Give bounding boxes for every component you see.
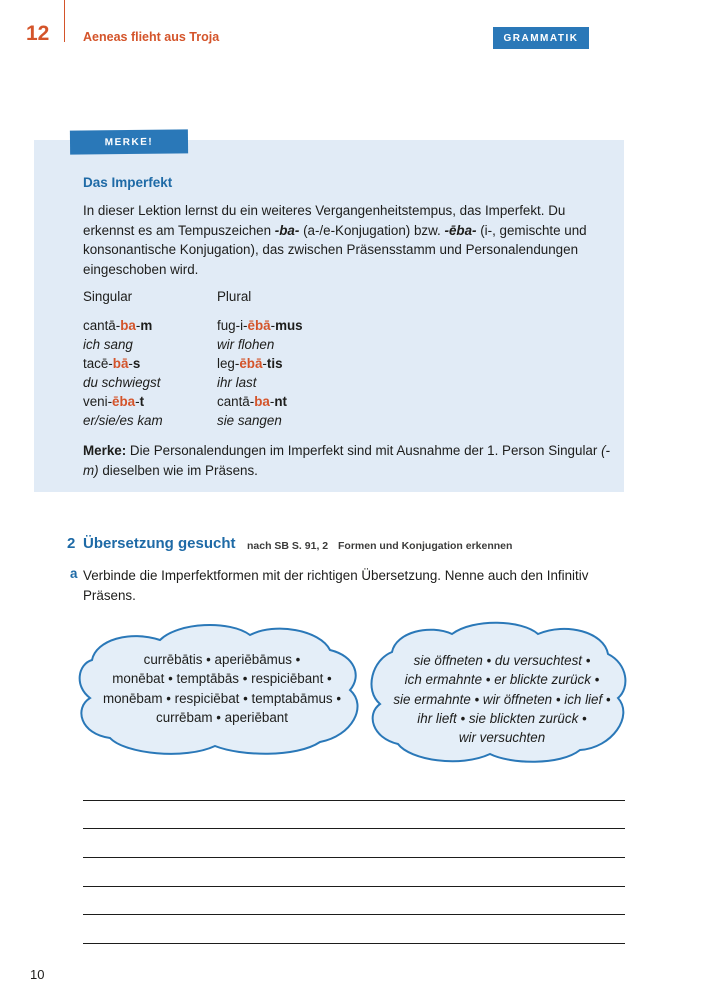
latin-cloud-line: monēbat • temptābās • respiciēbant •: [112, 671, 332, 687]
singular-form-3: veni-ēba-t: [83, 394, 145, 409]
german-cloud-line: ich ermahnte • er blickte zurück •: [404, 672, 600, 688]
merke-tab: MERKE!: [70, 129, 188, 154]
exercise-skill: Formen und Konjugation erkennen: [338, 540, 513, 552]
plural-translation-3: sie sangen: [217, 413, 282, 428]
plural-form-3: cantā-ba-nt: [217, 394, 287, 409]
german-translations-cloud: [378, 651, 626, 747]
german-cloud-line: sie öffneten • du versuchtest •: [413, 653, 591, 668]
answer-line[interactable]: [83, 800, 625, 801]
plural-form-1: fug-i-ēbā-mus: [217, 318, 303, 333]
answer-line[interactable]: [83, 828, 625, 829]
latin-cloud-line: currēbātis • aperiēbāmus •: [143, 652, 301, 667]
exercise-number: 2: [67, 535, 76, 552]
answer-line[interactable]: [83, 886, 625, 887]
german-cloud-line: ihr lieft • sie blickten zurück •: [417, 710, 587, 726]
plural-translation-1: wir flohen: [217, 337, 275, 352]
latin-cloud-line: monēbam • respiciēbat • temptabāmus •: [102, 690, 342, 706]
task-letter: a: [70, 566, 78, 581]
plural-form-2: leg-ēbā-tis: [217, 356, 283, 371]
section-tab-grammatik: GRAMMATIK: [493, 27, 589, 49]
answer-line[interactable]: [83, 943, 625, 944]
german-cloud-line: sie ermahnte • wir öffneten • ich lief •: [393, 691, 611, 707]
plural-translation-2: ihr last: [217, 375, 257, 390]
exercise-title: Übersetzung gesucht: [83, 535, 236, 552]
singular-form-1: cantā-ba-m: [83, 318, 153, 333]
singular-translation-3: er/sie/es kam: [83, 413, 163, 428]
german-cloud-line: wir versuchten: [458, 730, 546, 746]
merke-note: Merke: Die Personalendungen im Imperfekt sind mit Ausnahme der 1. Person Singular (-m) dieselben wie im Präsens.: [83, 443, 610, 478]
merke-intro: In dieser Lektion lernst du ein weiteres Vergangenheitstempus, das Imperfekt. Du erkennst es am Tempuszeichen -ba- (a-/e-Konjugation) bzw. -ēba- (i-, gemischte und konsonantische Konjugation), das zwischen Präsensstamm und Personalendungen eingeschoben wird.: [83, 203, 587, 277]
exercise-reference: nach SB S. 91, 2: [247, 540, 329, 552]
merke-title: Das Imperfekt: [83, 175, 173, 190]
latin-cloud-line: currēbam • aperiēbant: [156, 709, 288, 725]
page-number: 10: [30, 967, 45, 982]
answer-line[interactable]: [83, 914, 625, 915]
singular-form-2: tacē-bā-s: [83, 356, 141, 371]
plural-header: Plural: [217, 289, 252, 304]
answer-line[interactable]: [83, 857, 625, 858]
chapter-title: Aeneas flieht aus Troja: [83, 30, 220, 44]
chapter-number: 12: [26, 22, 50, 45]
singular-header: Singular: [83, 289, 133, 304]
singular-translation-1: ich sang: [83, 337, 133, 352]
singular-translation-2: du schwiegst: [83, 375, 161, 390]
task-instruction: Verbinde die Imperfektformen mit der richtigen Übersetzung. Nenne auch den Infinitiv Präsens.: [83, 568, 589, 603]
latin-forms-cloud: [88, 650, 356, 727]
